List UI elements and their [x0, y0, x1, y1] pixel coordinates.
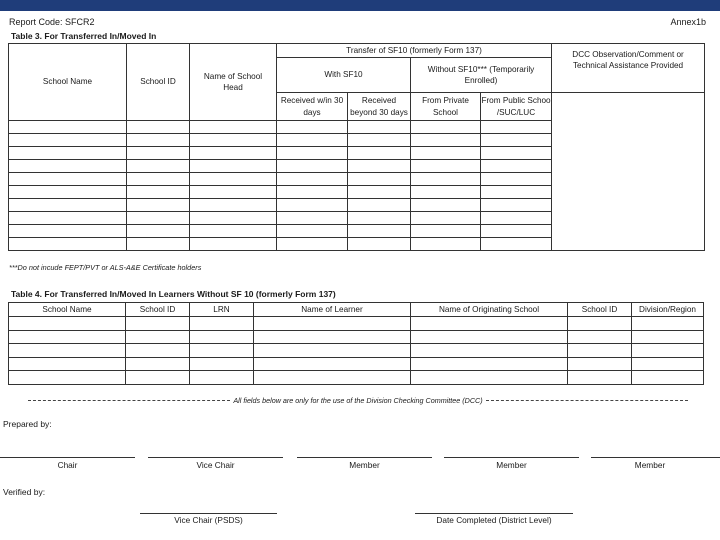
verified-by-label: Verified by: [3, 487, 46, 497]
table-row [9, 317, 704, 331]
signatory-member-1: Member [349, 460, 380, 470]
date-completed-label: Date Completed (District Level) [436, 515, 552, 525]
table-row [9, 357, 704, 371]
divider-dashes-right [486, 400, 688, 401]
col-dcc-observation: DCC Observation/Comment or Technical Assistance Provided [552, 44, 705, 93]
prepared-by-label: Prepared by: [3, 419, 52, 429]
col-without-sf10: Without SF10*** (Temporarily Enrolled) [411, 58, 552, 93]
signatory-psds: Vice Chair (PSDS) [174, 515, 243, 525]
t4-col-learner-name: Name of Learner [254, 303, 411, 317]
table3-title: Table 3. For Transferred In/Moved In [11, 31, 157, 41]
t4-col-school-name: School Name [9, 303, 126, 317]
col-school-head: Name of School Head [190, 44, 277, 121]
signature-line-member-1[interactable] [297, 457, 432, 458]
signature-line-member-2[interactable] [444, 457, 579, 458]
signatory-vice-chair: Vice Chair [196, 460, 235, 470]
annex-label: Annex1b [670, 17, 706, 27]
signatory-member-2: Member [496, 460, 527, 470]
table4 [8, 302, 704, 385]
signature-line-chair[interactable] [0, 457, 135, 458]
dcc-observation-cell[interactable] [552, 93, 705, 251]
col-from-private: From Private School [411, 93, 481, 121]
t4-col-lrn: LRN [190, 303, 254, 317]
table3 [8, 43, 705, 251]
table3-footnote: ***Do not incude FEPT/PVT or ALS-A&E Certificate holders [9, 263, 202, 272]
t4-col-origin-school-id: School ID [568, 303, 632, 317]
report-code: Report Code: SFCR2 [9, 17, 95, 27]
table-row [9, 344, 704, 358]
col-school-name: School Name [9, 44, 127, 121]
col-school-id: School ID [127, 44, 190, 121]
col-from-public: From Public Schoo /SUC/LUC [481, 93, 552, 121]
signature-line-member-3[interactable] [591, 457, 720, 458]
t4-col-originating-school: Name of Originating School [411, 303, 568, 317]
table-row [9, 371, 704, 385]
col-transfer-group: Transfer of SF10 (formerly Form 137) [277, 44, 552, 58]
col-received-within: Received w/in 30 days [277, 93, 348, 121]
divider-dashes-left [28, 400, 230, 401]
t4-col-division-region: Division/Region [632, 303, 704, 317]
signature-line-psds[interactable] [140, 513, 277, 514]
col-with-sf10: With SF10 [277, 58, 411, 93]
dcc-divider [28, 396, 688, 405]
signatory-member-3: Member [634, 460, 666, 470]
top-banner [0, 0, 720, 11]
signatory-chair: Chair [57, 460, 78, 470]
signature-line-vice-chair[interactable] [148, 457, 283, 458]
col-received-beyond: Received beyond 30 days [348, 93, 411, 121]
dcc-note: All fields below are only for the use of the Division Checking Committee (DCC) [233, 396, 483, 405]
signature-line-date-completed[interactable] [415, 513, 573, 514]
table-row [9, 330, 704, 344]
table4-title: Table 4. For Transferred In/Moved In Learners Without SF 10 (formerly Form 137) [11, 289, 336, 299]
t4-col-school-id: School ID [126, 303, 190, 317]
